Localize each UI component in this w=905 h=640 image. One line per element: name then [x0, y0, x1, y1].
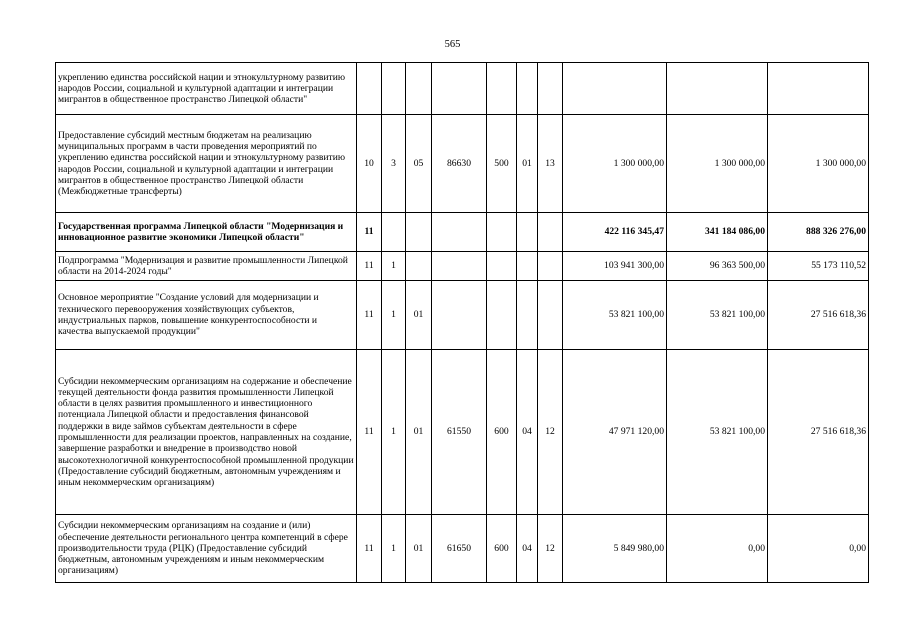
row-code-direction: 86630 — [432, 115, 487, 213]
row-code-event — [406, 252, 432, 281]
row-code-expense-type: 600 — [487, 515, 517, 583]
row-value-1: 47 971 120,00 — [563, 350, 667, 515]
row-code-event — [406, 63, 432, 115]
row-code-expense-type: 600 — [487, 350, 517, 515]
row-value-2: 53 821 100,00 — [667, 350, 768, 515]
row-name: Субсидии некоммерческим организациям на содержание и обеспечение текущей деятельности фонда развития промышленности Липецкой области в целях развития промышленного и инвестиционного потенциала Липецкой области и предоставления финансовой поддержки в виде займов субъектам деятельности в сфере промышленности для реализации проектов, направленных на создание, завершение разработки и внедрение в производство новой высокотехнологичной конкурентоспособной промышленной продукции (Предоставление субсидий бюджетным, автономным учреждениям и иным некоммерческим организациям) — [56, 350, 357, 515]
row-code-section: 01 — [517, 115, 538, 213]
row-code-section — [517, 281, 538, 350]
row-value-1: 103 941 300,00 — [563, 252, 667, 281]
table-row — [56, 213, 869, 252]
row-code-program: 11 — [357, 281, 382, 350]
row-code-section: 04 — [517, 350, 538, 515]
row-code-direction: 61650 — [432, 515, 487, 583]
row-code-direction — [432, 252, 487, 281]
row-value-2: 53 821 100,00 — [667, 281, 768, 350]
row-code-subprogram — [382, 213, 406, 252]
row-code-subsection: 12 — [538, 350, 563, 515]
row-value-3: 1 300 000,00 — [768, 115, 869, 213]
row-value-2: 341 184 086,00 — [667, 213, 768, 252]
row-code-direction — [432, 63, 487, 115]
row-value-2: 96 363 500,00 — [667, 252, 768, 281]
table-row — [56, 63, 869, 115]
row-code-program: 11 — [357, 350, 382, 515]
row-value-1 — [563, 63, 667, 115]
row-code-expense-type — [487, 63, 517, 115]
row-name: Предоставление субсидий местным бюджетам на реализацию муниципальных программ в части проведения мероприятий по укреплению единства российской нации и этнокультурному развитию народов России, социальной и культурной адаптации и интеграции мигрантов в общественное пространство Липецкой области (Межбюджетные трансферты) — [56, 115, 357, 213]
row-value-3: 0,00 — [768, 515, 869, 583]
row-code-subprogram: 1 — [382, 515, 406, 583]
table-row — [56, 281, 869, 350]
row-code-subprogram — [382, 63, 406, 115]
row-code-subsection — [538, 281, 563, 350]
row-code-event: 01 — [406, 515, 432, 583]
row-name: Основное мероприятие "Создание условий для модернизации и технического перевооружения хозяйствующих субъектов, индустриальных парков, повышение конкурентоспособности и качества выпускаемой продукции" — [56, 281, 357, 350]
row-value-2: 0,00 — [667, 515, 768, 583]
row-code-program — [357, 63, 382, 115]
row-code-subsection — [538, 252, 563, 281]
row-code-subsection: 12 — [538, 515, 563, 583]
row-code-program: 10 — [357, 115, 382, 213]
row-code-program: 11 — [357, 213, 382, 252]
row-code-event: 05 — [406, 115, 432, 213]
row-code-expense-type — [487, 252, 517, 281]
page-number: 565 — [444, 39, 461, 50]
row-code-direction: 61550 — [432, 350, 487, 515]
row-name: Подпрограмма "Модернизация и развитие промышленности Липецкой области на 2014-2024 годы" — [56, 252, 357, 281]
table-row — [56, 350, 869, 515]
row-code-expense-type: 500 — [487, 115, 517, 213]
row-value-1: 53 821 100,00 — [563, 281, 667, 350]
row-name: укреплению единства российской нации и этнокультурному развитию народов России, социальной и культурной адаптации и интеграции мигрантов в общественное пространство Липецкой области" — [56, 63, 357, 115]
row-code-subprogram: 1 — [382, 350, 406, 515]
row-name: Государственная программа Липецкой области "Модернизация и инновационное развитие экономики Липецкой области" — [56, 213, 357, 252]
row-code-section — [517, 213, 538, 252]
row-code-subsection — [538, 213, 563, 252]
row-value-3: 27 516 618,36 — [768, 281, 869, 350]
row-value-1: 5 849 980,00 — [563, 515, 667, 583]
row-value-3: 27 516 618,36 — [768, 350, 869, 515]
row-name: Субсидии некоммерческим организациям на создание и (или) обеспечение деятельности регионального центра компетенций в сфере производительности труда (РЦК) (Предоставление субсидий бюджетным, автономным учреждениям и иным некоммерческим организациям) — [56, 515, 357, 583]
row-code-subsection — [538, 63, 563, 115]
row-code-direction — [432, 281, 487, 350]
row-code-expense-type — [487, 213, 517, 252]
budget-table — [55, 62, 869, 583]
row-code-event: 01 — [406, 350, 432, 515]
row-code-section: 04 — [517, 515, 538, 583]
row-code-subprogram: 1 — [382, 281, 406, 350]
row-code-section — [517, 63, 538, 115]
row-code-direction — [432, 213, 487, 252]
table-row — [56, 115, 869, 213]
row-code-program: 11 — [357, 515, 382, 583]
row-code-event: 01 — [406, 281, 432, 350]
row-value-1: 422 116 345,47 — [563, 213, 667, 252]
row-value-1: 1 300 000,00 — [563, 115, 667, 213]
row-code-program: 11 — [357, 252, 382, 281]
row-value-2: 1 300 000,00 — [667, 115, 768, 213]
row-value-2 — [667, 63, 768, 115]
row-value-3: 55 173 110,52 — [768, 252, 869, 281]
row-code-subsection: 13 — [538, 115, 563, 213]
row-code-subprogram: 3 — [382, 115, 406, 213]
row-code-subprogram: 1 — [382, 252, 406, 281]
row-value-3 — [768, 63, 869, 115]
row-value-3: 888 326 276,00 — [768, 213, 869, 252]
table-row — [56, 515, 869, 583]
row-code-expense-type — [487, 281, 517, 350]
row-code-event — [406, 213, 432, 252]
table-row — [56, 252, 869, 281]
row-code-section — [517, 252, 538, 281]
